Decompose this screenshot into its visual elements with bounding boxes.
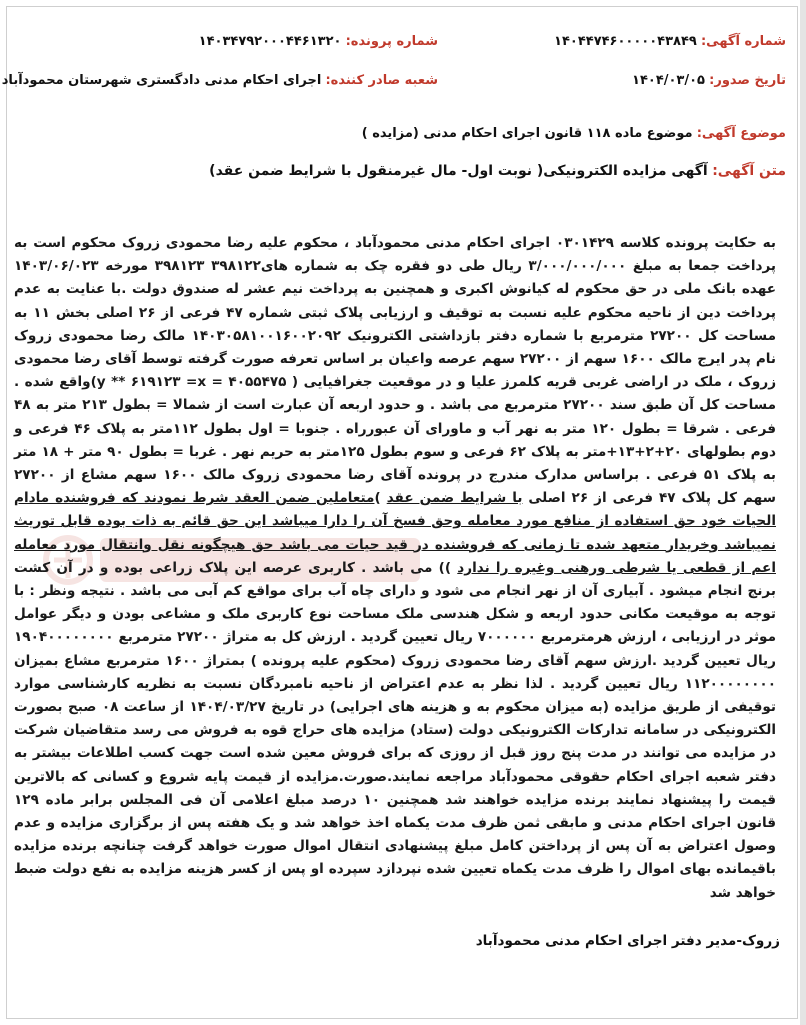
scrollbar[interactable] [800, 0, 806, 1025]
body-part-2: ) [374, 490, 387, 507]
issue-date [632, 73, 786, 88]
ad-text-title [209, 163, 786, 179]
issuing-branch [2, 73, 438, 88]
ad-number-label: شماره آگهی: [700, 34, 786, 49]
body-underlined-1: با شرایط ضمن عقد [386, 490, 523, 507]
issue-date-value: ۱۴۰۴/۰۳/۰۵ [632, 73, 705, 88]
ad-subject [362, 126, 786, 141]
body-underlined-2: متعاملین ضمن العقد شرط نمودند که فروشنده مادام الحیات خود حق استفاده از منافع مورد معامله وحق فسخ آن را دارا میباشد این حق قائم به ذات بوده قابل توریث نمیباشد وخریدار متعهد شده تا زمانی که فروشنده در قید حیات می باشد حق هیچگونه نقل وانتقال مورد معامله اعم از قطعی یا شرطی ورهنی وغیره را ندارد [14, 490, 776, 576]
subject-label: موضوع آگهی: [696, 126, 786, 141]
ad-number-value: ۱۴۰۴۴۷۴۶۰۰۰۰۰۴۳۸۴۹ [554, 34, 697, 49]
case-number-label: شماره پرونده: [345, 34, 438, 49]
body-part-3: )) می باشد . کاربری عرصه این پلاک زراعی بوده و در آن کشت برنج انجام میشود . آبیاری آن از نهر انجام می شود و دارای چاه آب برای مواقع کم آبی می باشد . نتیجه ونظر : با توجه به موقیعت مکانی حدود اربعه و شکل هندسی ملک مساحت نوع کاربری ملک و مشاعی بودن و دیگر عوامل موثر در ارزیابی ، ارزش هرمترمربع ۷۰۰۰۰۰۰ ریال تعیین گردید . ارزش کل به متراژ ۲۷۲۰۰ مترمربع ۱۹۰۴۰۰۰۰۰۰۰۰ ریال تعیین گردید .ارزش سهم آقای رضا محمودی زروک (محکوم علیه پرونده ) بمتراژ ۱۶۰۰ مترمربع مشاع بمیزان ۱۱۲۰۰۰۰۰۰۰۰ ریال تعیین گردید . لذا نظر به عدم اعتراض از ناحیه نامبردگان نسبت به نظریه کارشناسی موارد توقیفی از طریق مزایده (به میزان محکوم به و هزینه های اجرایی) در تاریخ ۱۴۰۴/۰۳/۲۷ از ساعت ۰۸ صبح بصورت الکترونیکی در سامانه تدارکات الکترونیکی دولت (ستاد) مزایده های حراج قوه به فروش می رسد متقاضیان شرکت در مزایده می توانند در مدت پنج روز قبل از روزی که برای فروش معین شده است جهت کسب اطلاعات بیشتر به دفتر شعبه اجرای احکام حقوقی محمودآباد مراجعه نمایند.صورت.مزایده از قیمت پایه شروع و کسانی که بالاترین قیمت را پیشنهاد نمایند برنده مزایده خواهند شد همچنین ۱۰ درصد مبلغ اعلامی آن فی المجلس برابر ماده ۱۲۹ قانون اجرای احکام مدنی و مابقی ثمن ظرف مدت یکماه اخذ خواهد شد و یک هفته پس از برگزاری مزایده و عدم وصول اعتراض به آن پس از پرداختن کامل مبلغ پیشنهادی انتقال اموال صورت خواهد گرفت چنانچه برنده مزایده باقیمانده بهای اموال را ظرف مدت یکماه تعیین شده نپردازد سپرده او پس از کسر هزینه مزایده به نفع دولت ضبط خواهد شد [14, 559, 776, 901]
case-number [199, 34, 438, 49]
case-number-value: ۱۴۰۳۴۷۹۲۰۰۰۴۴۶۱۳۲۰ [198, 34, 342, 49]
text-value: آگهی مزایده الکترونیکی( نوبت اول- مال غیرمنقول با شرایط ضمن عقد) [209, 163, 708, 179]
issuing-branch-value: اجرای احکام مدنی دادگستری شهرستان محمودآباد [1, 73, 322, 88]
text-label: متن آگهی: [712, 163, 786, 179]
subject-value: موضوع ماده ۱۱۸ قانون اجرای احکام مدنی (مزایده ) [361, 126, 693, 141]
signature-line: زروک-مدیر دفتر اجرای احکام مدنی محمودآباد [475, 933, 780, 949]
ad-body [14, 232, 776, 905]
body-part-1: به حکایت پرونده کلاسه ۰۳۰۱۴۲۹ اجرای احکام مدنی محمودآباد ، محکوم علیه رضا محمودی زروک محکوم است به پرداخت جمعا به مبلغ ۳/۰۰۰/۰۰۰/۰۰۰ ریال طی دو فقره چک به شماره های۳۹۸۱۲۲ ۳۹۸۱۲۳ مورخه ۱۴۰۳/۰۶/۰۲۳ عهده بانک ملی در حق محکوم له کیانوش اکبری و همچنین به پرداخت نیم عشر له صندوق دولت .با عنایت به عدم پرداخت دین از ناحیه محکوم علیه نسبت به توقیف و ارزیابی پلاک ثبتی شماره ۴۷ فرعی از ۲۶ اصلی بخش ۱۱ به مساحت کل ۲۷۲۰۰ مترمربع با شماره دفتر بازداشتی الکترونیک ۱۴۰۳۰۵۸۱۰۰۱۶۰۰۲۰۹۲ مالک رضا محمودی زروک نام پدر ایرج مالک ۱۶۰۰ سهم از ۲۷۲۰۰ سهم عرصه واعیان بر اساس تعرفه صورت گرفته توسط آقای رضا محمودی زروک ، ملک در اراضی غربی قریه کلمرز علیا و در موقعیت جغرافیایی ( ۴۰۵۵۴۷۵ = y ** ۶۱۹۱۲۳ =x)واقع شده . مساحت کل آن طبق سند ۲۷۲۰۰ مترمربع می باشد . و حدود اربعه آن عبارت است از شمالا = بطول ۲۱۳ متر به ۴۸ فرعی . شرقا = بطول ۱۲۰ متر به نهر آب و ماورای آن عبورراه . جنوبا = اول بطول ۱۱۲متر به پلاک ۴۶ فرعی و دوم بطولهای ۲۰+۲+۱۳+متر به پلاک ۶۲ فرعی و سوم بطول ۱۲۵متر به حریم نهر . غربا = بطول ۹۰ متر + ۱۸ متر به پلاک ۵۱ فرعی . براساس مدارک مندرج در پرونده آقای رضا محمودی زروک مالک ۱۶۰۰ سهم مشاع از ۲۷۲۰۰ سهم کل پلاک ۴۷ فرعی از ۲۶ اصلی [14, 235, 777, 507]
issue-date-label: تاریخ صدور: [709, 73, 786, 88]
ad-number [554, 34, 786, 49]
issuing-branch-label: شعبه صادر کننده: [325, 73, 438, 88]
